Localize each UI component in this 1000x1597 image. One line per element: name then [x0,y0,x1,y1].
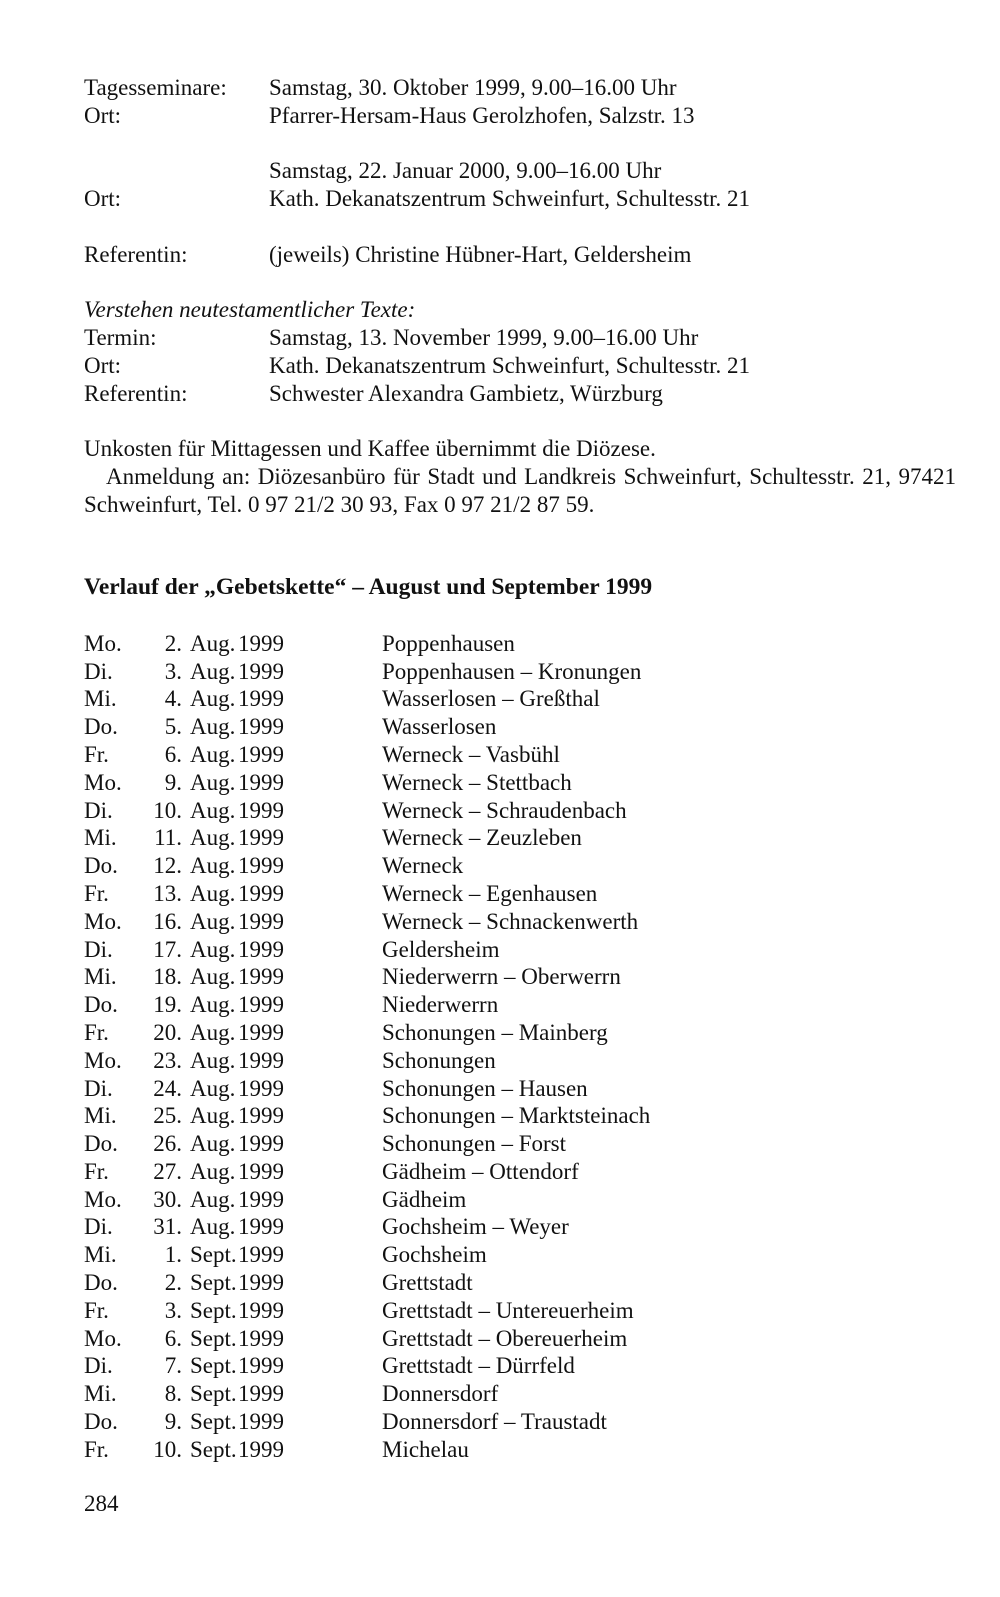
day-number-cell: 19. [153,992,182,1018]
year-cell: 1999 [238,908,284,934]
weekday-cell: Mi. [84,1242,117,1268]
seminar2-date-row [84,324,956,352]
month-cell: Sept. [190,1242,237,1268]
month-cell: Aug. [190,741,236,767]
seminar-date-row [84,74,956,102]
spacer [84,213,956,241]
label-place-2: Ort: [84,186,122,212]
day-number-cell: 7. [164,1353,182,1379]
notes-block [84,435,956,518]
year-cell: 1999 [238,714,284,740]
table-row [84,963,956,991]
seminar-speaker: (jeweils) Christine Hübner-Hart, Geldersheim [269,241,692,267]
location-cell: Niederwerrn [382,992,499,1018]
label-place-1: Ort: [84,102,122,128]
weekday-cell: Do. [84,714,118,740]
table-row [84,1269,956,1297]
location-cell: Grettstadt – Untereuerheim [382,1297,634,1323]
weekday-cell: Di. [84,1353,113,1379]
label-empty [84,157,269,185]
month-cell: Aug. [190,908,236,934]
month-cell: Aug. [190,1186,236,1212]
month-cell: Sept. [190,1297,237,1323]
day-number-cell: 5. [164,714,182,740]
weekday-cell: Di. [84,658,113,684]
day-number-cell: 13. [153,880,182,906]
weekday-cell: Mi. [84,825,117,851]
day-number-cell: 1. [164,1242,182,1268]
label-place: Ort: [84,352,122,378]
table-row [84,908,956,936]
location-cell: Gädheim [382,1186,467,1212]
page-content [84,74,956,1464]
seminar-date-1: Samstag, 30. Oktober 1999, 9.00–16.00 Uhr [269,75,677,100]
day-number-cell: 6. [164,741,182,767]
month-cell: Sept. [190,1325,237,1351]
location-cell: Niederwerrn – Oberwerrn [382,964,621,990]
day-number-cell: 26. [153,1131,182,1157]
seminar-place-row-2 [84,185,956,213]
table-row [84,658,956,686]
year-cell: 1999 [238,1158,284,1184]
location-cell: Donnersdorf – Traustadt [382,1409,607,1435]
year-cell: 1999 [238,1075,284,1101]
weekday-cell: Fr. [84,1436,109,1462]
table-row [84,713,956,741]
year-cell: 1999 [238,880,284,906]
month-cell: Sept. [190,1381,237,1407]
year-cell: 1999 [238,1019,284,1045]
table-row [84,1380,956,1408]
day-number-cell: 11. [154,825,182,851]
seminar-date-row-2 [84,157,956,185]
table-row [84,1102,956,1130]
weekday-cell: Di. [84,1075,113,1101]
location-cell: Gochsheim [382,1242,487,1268]
day-number-cell: 2. [164,1270,182,1296]
day-number-cell: 23. [153,1047,182,1073]
location-cell: Geldersheim [382,936,500,962]
location-cell: Werneck – Schraudenbach [382,797,627,823]
weekday-cell: Fr. [84,741,109,767]
year-cell: 1999 [238,1103,284,1129]
year-cell: 1999 [238,658,284,684]
location-cell: Wasserlosen [382,714,497,740]
day-number-cell: 10. [153,1436,182,1462]
month-cell: Aug. [190,1131,236,1157]
location-cell: Werneck – Zeuzleben [382,825,582,851]
seminar2-date: Samstag, 13. November 1999, 9.00–16.00 Uhr [269,325,699,351]
day-number-cell: 9. [164,769,182,795]
table-row [84,630,956,658]
weekday-cell: Fr. [84,880,109,906]
location-cell: Poppenhausen – Kronungen [382,658,642,684]
day-number-cell: 3. [164,658,182,684]
weekday-cell: Mo. [84,1325,122,1351]
day-number-cell: 31. [153,1214,182,1240]
year-cell: 1999 [238,825,284,851]
table-row [84,880,956,908]
label-date: Termin: [84,325,157,351]
year-cell: 1999 [238,1409,284,1435]
day-number-cell: 10. [153,797,182,823]
weekday-cell: Fr. [84,1019,109,1045]
table-row [84,824,956,852]
location-cell: Grettstadt [382,1270,473,1296]
seminar-speaker-row [84,241,956,269]
year-cell: 1999 [238,1131,284,1157]
weekday-cell: Mi. [84,1381,117,1407]
seminar2-speaker-row [84,380,956,408]
month-cell: Aug. [190,964,236,990]
costs-note: Unkosten für Mittagessen und Kaffee übernimmt die Diözese. [84,436,656,462]
month-cell: Aug. [190,825,236,851]
weekday-cell: Fr. [84,1158,109,1184]
spacer [84,269,956,297]
day-number-cell: 24. [153,1075,182,1101]
location-cell: Schonungen – Forst [382,1131,566,1157]
location-cell: Gochsheim – Weyer [382,1214,569,1240]
location-cell: Werneck – Schnackenwerth [382,908,639,934]
table-row [84,741,956,769]
weekday-cell: Mo. [84,1047,122,1073]
table-row [84,1408,956,1436]
weekday-cell: Mi. [84,1103,117,1129]
table-row [84,1297,956,1325]
weekday-cell: Mi. [84,686,117,712]
month-cell: Aug. [190,1214,236,1240]
spacer [84,408,956,436]
year-cell: 1999 [238,1353,284,1379]
table-row [84,936,956,964]
year-cell: 1999 [238,1186,284,1212]
day-number-cell: 20. [153,1019,182,1045]
location-cell: Wasserlosen – Greßthal [382,686,600,712]
month-cell: Aug. [190,686,236,712]
table-row [84,852,956,880]
month-cell: Aug. [190,714,236,740]
location-cell: Grettstadt – Dürrfeld [382,1353,575,1379]
table-row [84,1352,956,1380]
day-number-cell: 6. [164,1325,182,1351]
year-cell: 1999 [238,1270,284,1296]
seminar2-place: Kath. Dekanatszentrum Schweinfurt, Schultesstr. 21 [269,352,750,378]
seminar2-place-row [84,352,956,380]
location-cell: Schonungen – Marktsteinach [382,1103,651,1129]
year-cell: 1999 [238,1214,284,1240]
table-row [84,1213,956,1241]
day-number-cell: 2. [164,630,182,656]
registration-text: Anmeldung an: Diözesanbüro für Stadt und Landkreis Schweinfurt, Schultesstr. 21, 97421 Schweinfurt, Tel. 0 97 21/2 30 93, Fax 0 97 21/2 87 59. [84,464,956,517]
location-cell: Schonungen [382,1047,496,1073]
table-row [84,769,956,797]
weekday-cell: Di. [84,936,113,962]
year-cell: 1999 [238,1325,284,1351]
year-cell: 1999 [238,741,284,767]
location-cell: Werneck – Stettbach [382,769,572,795]
table-row [84,1019,956,1047]
weekday-cell: Mo. [84,630,122,656]
weekday-cell: Do. [84,992,118,1018]
day-number-cell: 16. [153,908,182,934]
table-row [84,1325,956,1353]
table-row [84,797,956,825]
weekday-cell: Di. [84,1214,113,1240]
weekday-cell: Di. [84,797,113,823]
location-cell: Werneck [382,853,464,879]
year-cell: 1999 [238,1436,284,1462]
location-cell: Poppenhausen [382,630,515,656]
month-cell: Sept. [190,1436,237,1462]
table-row [84,1075,956,1103]
seminar-place-1: Pfarrer-Hersam-Haus Gerolzhofen, Salzstr. 13 [269,102,695,128]
day-number-cell: 17. [153,936,182,962]
spacer [84,130,956,158]
month-cell: Aug. [190,1103,236,1129]
month-cell: Aug. [190,992,236,1018]
label-speaker: Referentin: [84,241,188,267]
schedule-table [84,630,956,1464]
weekday-cell: Mo. [84,769,122,795]
day-number-cell: 12. [153,853,182,879]
year-cell: 1999 [238,797,284,823]
month-cell: Aug. [190,1047,236,1073]
table-row [84,1130,956,1158]
location-cell: Michelau [382,1436,469,1462]
year-cell: 1999 [238,1242,284,1268]
seminar2-speaker: Schwester Alexandra Gambietz, Würzburg [269,380,663,406]
day-number-cell: 3. [164,1297,182,1323]
day-number-cell: 27. [153,1158,182,1184]
day-number-cell: 9. [164,1409,182,1435]
table-row [84,1436,956,1464]
month-cell: Aug. [190,853,236,879]
seminar-place-2: Kath. Dekanatszentrum Schweinfurt, Schultesstr. 21 [269,186,750,212]
day-number-cell: 25. [153,1103,182,1129]
year-cell: 1999 [238,686,284,712]
month-cell: Aug. [190,1158,236,1184]
schedule-heading: Verlauf der „Gebetskette“ – August und September 1999 [84,573,653,600]
month-cell: Aug. [190,880,236,906]
page-number: 284 [84,1491,119,1516]
seminar-place-row-1 [84,102,956,130]
location-cell: Werneck – Vasbühl [382,741,560,767]
weekday-cell: Mo. [84,908,122,934]
month-cell: Aug. [190,797,236,823]
month-cell: Sept. [190,1409,237,1435]
table-row [84,1158,956,1186]
month-cell: Aug. [190,936,236,962]
month-cell: Aug. [190,658,236,684]
month-cell: Aug. [190,1075,236,1101]
table-row [84,685,956,713]
weekday-cell: Do. [84,1409,118,1435]
year-cell: 1999 [238,1297,284,1323]
year-cell: 1999 [238,1381,284,1407]
seminar-title: Verstehen neutestamentlicher Texte: [84,297,416,323]
month-cell: Aug. [190,769,236,795]
table-row [84,1047,956,1075]
location-cell: Schonungen – Hausen [382,1075,588,1101]
day-number-cell: 18. [153,964,182,990]
location-cell: Donnersdorf [382,1381,499,1407]
day-number-cell: 8. [164,1381,182,1407]
month-cell: Sept. [190,1270,237,1296]
year-cell: 1999 [238,853,284,879]
day-number-cell: 30. [153,1186,182,1212]
year-cell: 1999 [238,630,284,656]
location-cell: Schonungen – Mainberg [382,1019,608,1045]
weekday-cell: Do. [84,1270,118,1296]
weekday-cell: Do. [84,853,118,879]
table-row [84,1186,956,1214]
seminar-block-2 [84,296,956,407]
month-cell: Aug. [190,1019,236,1045]
day-number-cell: 4. [164,686,182,712]
seminar-date-2: Samstag, 22. Januar 2000, 9.00–16.00 Uhr [269,158,662,184]
weekday-cell: Fr. [84,1297,109,1323]
label-seminars: Tagesseminare: [84,75,227,100]
year-cell: 1999 [238,964,284,990]
weekday-cell: Mo. [84,1186,122,1212]
year-cell: 1999 [238,1047,284,1073]
table-row [84,1241,956,1269]
seminar-block-1 [84,74,956,269]
registration-note [84,463,956,519]
year-cell: 1999 [238,769,284,795]
weekday-cell: Mi. [84,964,117,990]
location-cell: Werneck – Egenhausen [382,880,598,906]
location-cell: Gädheim – Ottendorf [382,1158,579,1184]
table-row [84,991,956,1019]
label-speaker: Referentin: [84,380,188,406]
year-cell: 1999 [238,992,284,1018]
month-cell: Aug. [190,630,236,656]
month-cell: Sept. [190,1353,237,1379]
location-cell: Grettstadt – Obereuerheim [382,1325,628,1351]
year-cell: 1999 [238,936,284,962]
weekday-cell: Do. [84,1131,118,1157]
